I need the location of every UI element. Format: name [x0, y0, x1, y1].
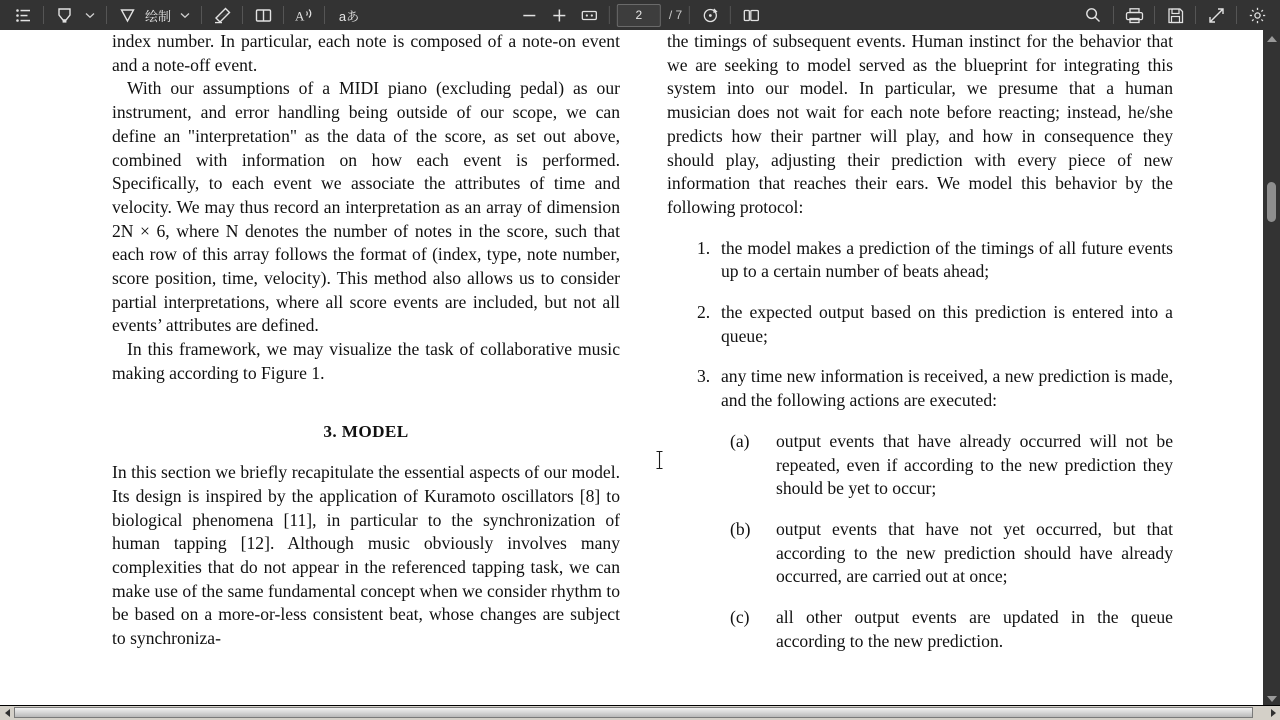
protocol-submarker-a: (a) — [730, 430, 750, 451]
draw-dropdown-caret-icon[interactable] — [174, 2, 196, 28]
protocol-subitem-b — [721, 518, 1173, 589]
toolbar-separator — [324, 6, 325, 24]
eraser-button[interactable] — [207, 2, 237, 28]
protocol-marker-3: 3. — [697, 366, 711, 387]
scroll-up-arrow-icon[interactable] — [1263, 30, 1280, 47]
page-number-input[interactable]: 2 — [617, 4, 661, 27]
highlighter-dropdown-caret-icon[interactable] — [79, 2, 101, 28]
protocol-text-1: the model makes a prediction of the timings of all future events up to a certain number of beats ahead; — [721, 237, 1173, 282]
protocol-subtext-c: all other output events are updated in the queue according to the new prediction. — [776, 607, 1173, 651]
pdf-toolbar — [0, 0, 1280, 30]
protocol-submarker-b: (b) — [730, 518, 751, 539]
toolbar-separator — [1154, 6, 1155, 24]
protocol-sublist — [721, 430, 1173, 654]
right-para-continued: the timings of subsequent events. Human instinct for the behavior that we are seeking to model served as the blueprint for integrating this system into our model. In particular, we presume that a human musician does not wait for each note before reacting; instead, he/she predicts how their partner will play, and how in consequence they should play, adjusting their prediction with every piece of new information that reaches their ears. We model this behavior by the following protocol: — [667, 31, 1173, 217]
protocol-subitem-c — [721, 606, 1173, 653]
toolbar-separator — [609, 6, 610, 24]
toolbar-separator — [242, 6, 243, 24]
two-page-view-button[interactable] — [248, 2, 278, 28]
settings-button[interactable] — [1242, 2, 1272, 28]
horizontal-scrollbar-thumb[interactable] — [14, 707, 1253, 718]
toolbar-separator — [43, 6, 44, 24]
outline-button[interactable] — [8, 2, 38, 28]
fit-page-button[interactable] — [574, 2, 604, 28]
vertical-scrollbar-thumb[interactable] — [1267, 182, 1276, 222]
page-layout-button[interactable] — [736, 2, 766, 28]
pdf-viewer[interactable] — [0, 30, 1280, 720]
left-column — [112, 30, 620, 651]
print-button[interactable] — [1119, 2, 1149, 28]
left-para-continued: index number. In particular, each note is composed of a note-on event and a note-off event. — [112, 31, 620, 75]
text-size-label: aあ — [338, 8, 360, 24]
protocol-marker-2: 2. — [697, 302, 711, 323]
protocol-item-3 — [667, 365, 1173, 653]
protocol-text-2: the expected output based on this prediction is entered into a queue; — [721, 302, 1173, 346]
search-button[interactable] — [1078, 2, 1108, 28]
page-total-label: / 7 — [668, 8, 683, 22]
toolbar-center-group — [514, 2, 766, 28]
protocol-subtext-a: output events that have already occurred will not be repeated, even if according to the new prediction they should be yet to occur; — [776, 430, 1173, 499]
toolbar-separator — [1236, 6, 1237, 24]
right-column — [667, 30, 1173, 670]
horizontal-scrollbar[interactable] — [0, 705, 1280, 720]
protocol-text-3: any time new information is received, a new prediction is made, and the following actions are executed: — [721, 366, 1173, 411]
protocol-item-2 — [667, 301, 1173, 348]
draw-label[interactable]: 绘制 — [145, 8, 172, 24]
protocol-subtext-b: output events that have not yet occurred, but that according to the new prediction should have already occurred, are carried out at once; — [776, 518, 1173, 587]
zoom-out-button[interactable] — [514, 2, 544, 28]
protocol-list — [667, 237, 1173, 654]
zoom-in-button[interactable] — [544, 2, 574, 28]
toolbar-separator — [1195, 6, 1196, 24]
scroll-left-arrow-icon[interactable] — [0, 706, 14, 719]
protocol-submarker-c: (c) — [730, 607, 750, 628]
text-size-button[interactable] — [330, 2, 368, 28]
rotate-button[interactable] — [695, 2, 725, 28]
highlighter-button[interactable] — [49, 2, 79, 28]
vertical-scrollbar[interactable] — [1263, 30, 1280, 720]
draw-button[interactable] — [112, 2, 142, 28]
save-button[interactable] — [1160, 2, 1190, 28]
left-para-model-intro: In this section we briefly recapitulate the essential aspects of our model. Its design is inspired by the application of Kuramoto oscillators [8] to biological phenomena [11], in particular to the synchronization of human tapping [12]. Although music obviously involves many complexities that do not appear in the referenced tapping task, we can make use of the same fundamental concept when we consider rhythm to be based on a more-or-less consistent beat, whose changes are subject to synchroniza- — [112, 462, 620, 649]
page-columns — [0, 30, 1263, 707]
protocol-item-1 — [667, 237, 1173, 284]
toolbar-separator — [689, 6, 690, 24]
protocol-marker-1: 1. — [697, 237, 711, 258]
left-para-framework: In this framework, we may visualize the task of collaborative music making according to Figure 1. — [112, 339, 620, 383]
toolbar-separator — [1113, 6, 1114, 24]
read-aloud-button[interactable] — [289, 2, 319, 28]
svg-text:A: A — [295, 8, 305, 23]
pdf-page[interactable] — [0, 30, 1263, 707]
toolbar-separator — [201, 6, 202, 24]
fullscreen-button[interactable] — [1201, 2, 1231, 28]
toolbar-separator — [730, 6, 731, 24]
left-para-interpretation: With our assumptions of a MIDI piano (excluding pedal) as our instrument, and error handling being outside of our scope, we can define an "interpretation" as the data of the score, as set out above, combined with information on how each event is performed. Specifically, to each event we associate the attributes of time and velocity. We may thus record an interpretation as an array of dimension 2N × 6, where N denotes the number of notes in the score, such that each row of this array follows the format of (index, type, note number, score position, time, velocity). This method also allows us to consider partial interpretations, where all score events are included, but not all events’ attributes are defined. — [112, 78, 620, 336]
protocol-subitem-a — [721, 430, 1173, 501]
scroll-right-arrow-icon[interactable] — [1266, 706, 1280, 719]
toolbar-left-group — [0, 2, 368, 28]
section-heading-model: 3. MODEL — [323, 421, 409, 441]
toolbar-separator — [283, 6, 284, 24]
toolbar-right-group — [1078, 2, 1272, 28]
toolbar-separator — [106, 6, 107, 24]
